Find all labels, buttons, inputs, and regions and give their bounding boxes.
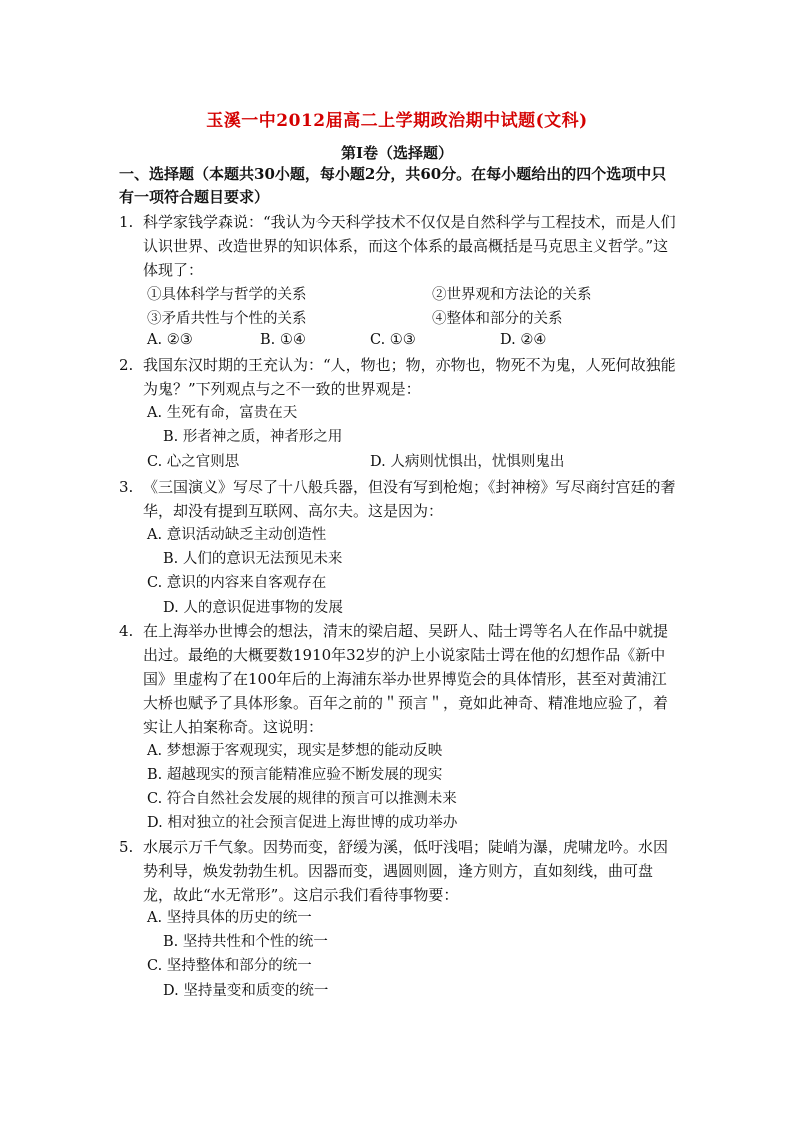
answer-option: D. 人病则忧惧出，忧惧则鬼出 xyxy=(370,454,565,470)
question-number: 4. xyxy=(119,622,134,640)
question-stem: 《三国演义》写尽了十八般兵器，但没有写到枪炮；《封神榜》写尽商纣宫廷的奢华，却没有提到互联网、高尔夫。这是因为： xyxy=(143,478,676,520)
question-stem: 我国东汉时期的王充认为：“人，物也；物，亦物也，物死不为鬼，人死何故独能为鬼？”下列观点与之不一致的世界观是： xyxy=(143,356,676,398)
question-number: 2. xyxy=(119,356,134,374)
answer-option: A. 生死有命，富贵在天 xyxy=(147,405,298,421)
answer-option: C. 符合自然社会发展的规律的预言可以推测未来 xyxy=(147,791,457,807)
answer-option: A. 坚持具体的历史的统一 xyxy=(147,910,312,926)
question-1 xyxy=(119,210,679,282)
answer-option: A. 梦想源于客观现实，现实是梦想的能动反映 xyxy=(147,743,443,759)
question-stem: 在上海举办世博会的想法，清末的梁启超、吴趼人、陆士谔等名人在作品中就提出过。最绝的大概要数1910年32岁的沪上小说家陆士谔在他的幻想作品《新中国》里虚构了在100年后的上海浦东举办世界博览会的具体情形，甚至对黄浦江大桥也赋予了具体形象。百年之前的＂预言＂，竟如此神奇、精准地应验了，着实让人拍案称奇。这说明： xyxy=(143,622,669,736)
answer-option: D. 坚持量变和质变的统一 xyxy=(163,983,329,999)
answer-option: D. ②④ xyxy=(500,332,547,348)
answer-option: B. 坚持共性和个性的统一 xyxy=(163,934,328,950)
answer-option: C. 心之官则思 xyxy=(147,454,240,470)
section-heading: 一、选择题（本题共30小题，每小题2分，共60分。在每小题给出的四个选项中只有一项符合题目要求） xyxy=(119,165,667,206)
statement-item: ③矛盾共性与个性的关系 xyxy=(147,311,307,327)
answer-option: A. 意识活动缺乏主动创造性 xyxy=(147,527,327,543)
question-stem: 科学家钱学森说：“我认为今天科学技术不仅仅是自然科学与工程技术，而是人们认识世界、改造世界的知识体系，而这个体系的最高概括是马克思主义哲学。”这体现了： xyxy=(143,213,676,279)
statement-item: ②世界观和方法论的关系 xyxy=(432,287,592,303)
question-5 xyxy=(119,835,679,907)
answer-option: B. 形者神之质，神者形之用 xyxy=(163,429,343,445)
answer-option: B. ①④ xyxy=(260,332,306,348)
question-number: 3. xyxy=(119,478,134,496)
answer-option: D. 相对独立的社会预言促进上海世博的成功举办 xyxy=(147,815,458,831)
question-4 xyxy=(119,619,679,739)
question-stem: 水展示万千气象。因势而变，舒缓为溪，低吁浅唱；陡峭为瀑，虎啸龙吟。水因势利导，焕发勃勃生机。因器而变，遇圆则圆，逢方则方，直如刻线，曲可盘龙，故此“水无常形”。这启示我们看待事物要： xyxy=(143,838,669,904)
statement-item: ④整体和部分的关系 xyxy=(432,311,563,327)
answer-option: A. ②③ xyxy=(147,332,193,348)
statement-item: ①具体科学与哲学的关系 xyxy=(147,287,307,303)
question-number: 5. xyxy=(119,838,134,856)
answer-option: B. 人们的意识无法预见未来 xyxy=(163,551,343,567)
exam-title: 玉溪一中2012届高二上学期政治期中试题(文科) xyxy=(206,111,588,131)
question-3 xyxy=(119,475,679,523)
question-2 xyxy=(119,353,679,401)
answer-option: D. 人的意识促进事物的发展 xyxy=(163,600,343,616)
part-title: 第Ⅰ卷（选择题） xyxy=(340,144,454,162)
answer-option: C. 坚持整体和部分的统一 xyxy=(147,958,312,974)
answer-option: B. 超越现实的预言能精准应验不断发展的现实 xyxy=(147,767,443,783)
answer-option: C. ①③ xyxy=(370,332,416,348)
question-number: 1. xyxy=(119,213,134,231)
answer-option: C. 意识的内容来自客观存在 xyxy=(147,575,327,591)
